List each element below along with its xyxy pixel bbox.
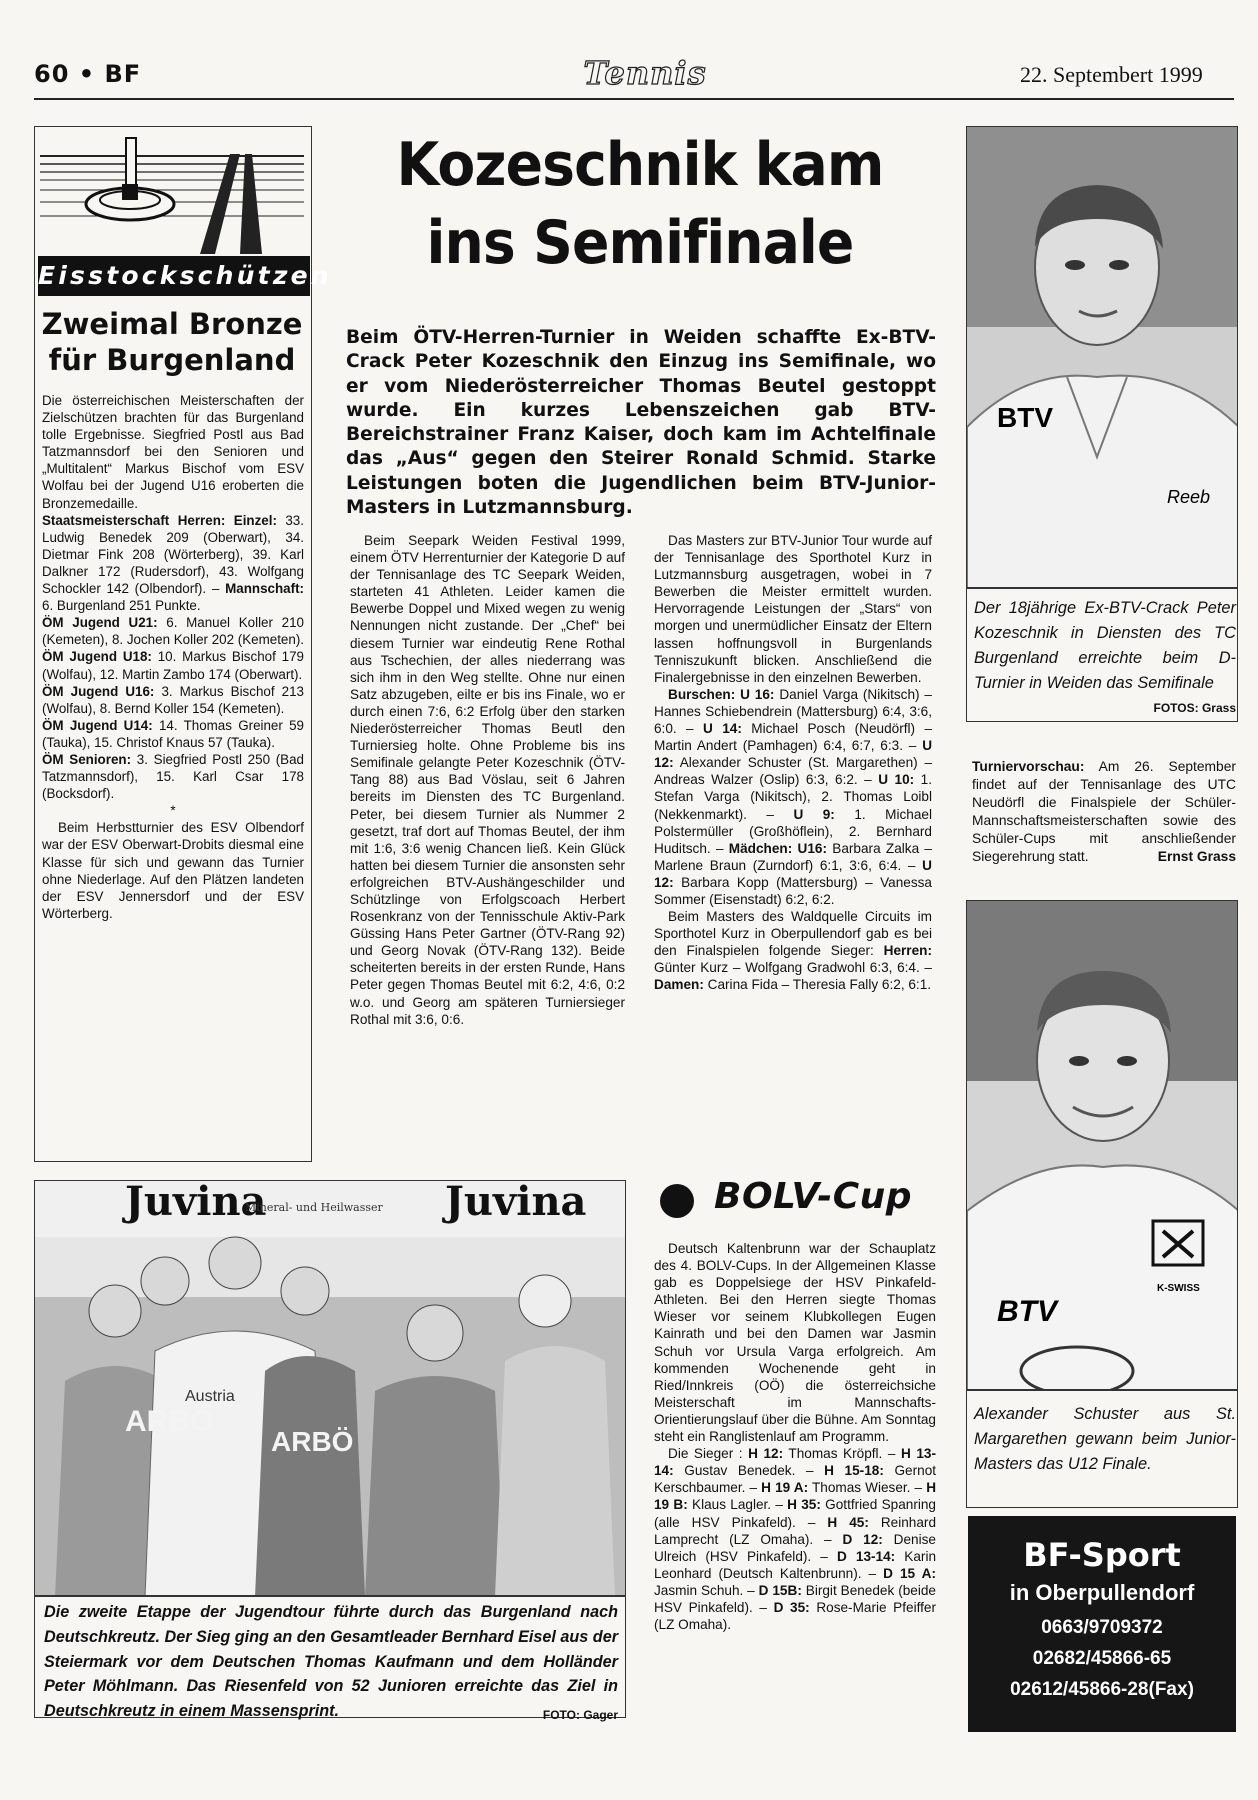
bolv-body: Deutsch Kaltenbrunn war der Schauplatz des 4. BOLV-Cups. In der Allgemeinen Klasse gab es Doppelsiege der HSV Pinkafeld-Athleten. Bei den Herren siegte Thomas Wieser vor seinem Klubkollegen Eugen Kainrath und bei den Damen war Jasmin Schuh vor Ursula Varga erfolgreich. Am kommenden Wochenende geht in Ried/Innkreis (OÖ) die österreichsiche Meisterschaft im Mannschafts-Orientierungslauf über die Bühne. Am Sonntag steht ein Ranglistenlauf am Programm. Die Sieger : H 12: Thomas Kröpfl. – H 13-14: Gustav Benedek. – H 15-18: Gernot Kerschbaumer. – H 19 A: Thomas Wieser. – H 19 B: Klaus Lagler. – H 35: Gottfried Spanring (alle HSV Pinkafeld). – H 45: Reinhard Lamprecht (LZ Omaha). – D 12: Denise Ulreich (HSV Pinkafeld). – D 13-14: Karin Leonhard (Deutsch Kaltenbrunn). – D 15 A: Jasmin Schuh. – D 15B: Birgit Benedek (beide HSV Pinkafeld). – D 35: Rose-Marie Pfeiffer (LZ Omaha). (654, 1241, 937, 1633)
sidebar-outro: Beim Herbstturnier des ESV Olbendorf war der ESV Oberwart-Drobits diesmal eine Klasse für sich und gewann das Turnier ohne Niederlage. Auf den Plätzen landeten der ESV Jennersdorf und der ESV Wörterberg. (42, 820, 304, 921)
section-title: Tennis (583, 54, 707, 92)
svg-text:K-SWISS: K-SWISS (1157, 1283, 1200, 1294)
svg-text:Reeb: Reeb (1167, 487, 1211, 507)
svg-text:Austria: Austria (185, 1388, 235, 1405)
svg-text:Juvina: Juvina (125, 1181, 267, 1225)
article-column-2: Das Masters zur BTV-Junior Tour wurde auf der Tennisanlage des Sporthotel Kurz in Lutzmannsburg ausgetragen, wobei in 7 Bewerben die Meister ermittelt wurden. Hervorragende Leistungen der „Stars“ von morgen und unermüdlicher Einsatz der Eltern lassen hoffnungsvoll in Burgenlands Tenniszukunft blicken. Anschließend die Finalergebnisse in den einzelnen Bewerben. Burschen: U 16: Daniel Varga (Nikitsch) – Hannes Schiebendrein (Mattersburg) 6:4, 3:6, 6:0. – U 14: Michael Posch (Neudörfl) – Martin Andert (Pamhagen) 6:4, 6:7, 6:3. – U 12: Alexander Schuster (St. Margarethen) – Andreas Walzer (Oslip) 6:3, 6:2. – U 10: 1. Stefan Varga (Nikitsch), 2. Thomas Loibl (Nekkenmarkt). – U 9: 1. Michael Polstermüller (Großhöflein), 2. Bernhard Huditsch. – Mädchen: U16: Barbara Zalka – Marlene Braun (Zurndorf) 6:1, 3:6, 6:4. – U 12: Barbara Kopp (Mattersburg) – Vanessa Sommer (Eisenstadt) 6:2, 6:2. Beim Masters des Waldquelle Circuits im Sporthotel Kurz in Oberpullendorf gab es bei den Finalspielen folgende Sieger: Herren: Günter Kurz – Wolfgang Gradwohl 6:3, 6:4. – Damen: Carina Fida – Theresia Fally 6:2, 6:1. (654, 533, 933, 993)
sidebar-results: Staatsmeisterschaft Herren: Einzel: 33. Ludwig Benedek 209 (Oberwart), 34. Dietmar Fink 208 (Wörterberg), 39. Karl Dalkner 172 (Rudersdorf), 43. Wolfgang Schockler 142 (Olbendorf). – Mannschaft: 6. Burgenland 251 Punkte. ÖM Jugend U21: 6. Manuel Koller 210 (Kemeten), 8. Jochen Koller 202 (Kemeten). ÖM Jugend U18: 10. Markus Bischof 179 (Wolfau), 12. Martin Zambo 174 (Oberwart). ÖM Jugend U16: 3. Markus Bischof 213 (Wolfau), 8. Bernd Koller 154 (Kemeten). ÖM Jugend U14: 14. Thomas Greiner 59 (Tauka), 15. Christof Knaus 57 (Tauka). ÖM Senioren: 3. Siegfried Postl 250 (Bad Tatzmannsdorf), 15. Karl Csar 178 (Bocksdorf). (42, 512, 305, 802)
sidebar-kicker: Eisstockschützen (38, 256, 310, 296)
photo-kozeschnik (966, 126, 1238, 588)
article-headline: Kozeschnik kam ins Semifinale (396, 130, 884, 278)
tournament-preview: Turniervorschau: Am 26. September findet auf der Tennisanlage des UTC Neudörfl die Finalspiele der Schüler-Mannschaftsmeisterschaften sowie des Schüler-Cups mit anschließender Siegerehrung statt. Ernst Grass (972, 759, 1236, 864)
caption-kozeschnik: Der 18jährige Ex-BTV-Crack Peter Kozeschnik in Diensten des TC Burgenland erreichte beim D-Turnier in Weiden das Semifinale FOTOS: Grass (974, 596, 1236, 721)
sidebar-separator: * (170, 803, 176, 819)
photo-jugendtour-podium (34, 1180, 626, 1596)
svg-text:BTV: BTV (997, 402, 1053, 433)
waldquelle-results: Beim Masters des Waldquelle Circuits im Sporthotel Kurz in Oberpullendorf gab es bei den Finalspielen folgende Sieger: Herren: Günter Kurz – Wolfgang Gradwohl 6:3, 6:4. – Damen: Carina Fida – Theresia Fally 6:2, 6:1. (654, 909, 932, 993)
article-column-1: Beim Seepark Weiden Festival 1999, einem ÖTV Herrenturnier der Kategorie D auf der Tennisanlage des TC Seepark Weiden, starteten 41 Athleten. Leider kamen die Bewerbe Doppel und Mixed wegen zu wenig Nennungen nicht zustande. Der „Chef“ bei diesem Turnier war eindeutig Rene Rothal aus Tschechien, der alles niederrang was sich ihm in den Weg stellte. Ohne nur einen Satz abzugeben, eilte er bis ins Finale, wo er durch einen 7:6, 6:2 Erfolg über den starken Niederösterreicher Thomas Beutl den Turniersieg holte. Ohne Probleme bis ins Semifinale gelangte Peter Kozeschnik (ÖTV-Tang 88) aus Bad Vöslau, seit 6 Jahren bereits im Diensten des TC Burgenland. Peter, bei diesem Turnier als Nummer 2 gesetzt, traf dort auf Thomas Beutel, der ihm mit 1:6, 3:6 wenig Chancen ließ. Kein Glück hatten bei diesem Turnier die ansonsten sehr erfolgreichen BTV-Aushängeschilder und Schützlinge von Erfolgscoach Herbert Rosenkranz von der Tennisschule Aktiv-Park Güssing Hans Peter Gartner (ÖTV-Rang 92) und Georg Novak (ÖTV-Rang 132). Beide scheiterten bereits in der ersten Runde, Hans Peter gegen Thomas Beutel mit 6:2, 4:6, 0:2 w.o. und Georg am späteren Turniersieger Rothal mit 3:6, 0:6. (350, 533, 625, 1027)
svg-text:ARBÖ: ARBÖ (125, 1405, 214, 1438)
photo-schuster (966, 900, 1238, 1390)
curling-stock-icon (40, 134, 304, 254)
header-rule (34, 98, 1234, 100)
issue-date: 22. Septembert 1999 (1020, 62, 1203, 87)
sidebar-headline: Zweimal Bronze für Burgenland (41, 307, 303, 377)
caption-jugendtour: Die zweite Etappe der Jugendtour führte durch das Burgenland nach Deutschkreutz. Der Sieg ging an den Gesamtleader Bernhard Eisel aus der Steiermark vor dem Deutschen Thomas Kaufmann und dem Holländer Peter Möhlmann. Das Riesenfeld von 52 Junioren erreichte das Ziel in Deutschkreutz in einem Massensprint. FOTO: Gager (44, 1600, 618, 1728)
photo-credit-3: FOTO: Gager (542, 1708, 618, 1723)
svg-text:ARBÖ: ARBÖ (271, 1426, 354, 1457)
article-lead: Beim ÖTV-Herren-Turnier in Weiden schaffte Ex-BTV-Crack Peter Kozeschnik den Einzug ins Semifinale, wo er vom Niederösterreicher Thomas Beutel gestoppt wurde. Ein kurzes Lebenszeichen gab BTV-Bereichstrainer Franz Kaiser, doch kam im Achtelfinale das „Aus“ gegen den Steirer Ronald Schmid. Starke Leistungen boten die Jugendlichen beim BTV-Junior-Masters in Lutzmannsburg. (346, 327, 936, 519)
sidebar-intro: Die österreichischen Meisterschaften der Zielschützen brachten für das Burgenland tolle Ergebnisse. Siegfried Postl aus Bad Tatzmannsdorf bei den Senioren und „Multitalent“ Markus Bischof vom ESV Wolfau bei der Jugend U16 eroberten die Bronzemedaille. (42, 393, 304, 511)
page-number: 60 • BF (34, 60, 142, 88)
junior-results: Burschen: U 16: Daniel Varga (Nikitsch) – Hannes Schiebendrein (Mattersburg) 6:4, 3:6, 6:0. – U 14: Michael Posch (Neudörfl) – Martin Andert (Pamhagen) 6:4, 6:7, 6:3. – U 12: Alexander Schuster (St. Margarethen) – Andreas Walzer (Oslip) 6:3, 6:2. – U 10: 1. Stefan Varga (Nikitsch), 2. Thomas Loibl (Nekkenmarkt). – U 9: 1. Michael Polstermüller (Großhöflein), 2. Bernhard Huditsch. – Mädchen: U16: Barbara Zalka – Marlene Braun (Zurndorf) 6:1, 3:6, 6:4. – U 12: Barbara Kopp (Mattersburg) – Vanessa Sommer (Eisenstadt) 6:2, 6:2. (654, 686, 933, 907)
ad-phone-fax: 02612/45866-28(Fax) (1010, 1679, 1194, 1700)
svg-text:BTV: BTV (997, 1295, 1057, 1328)
ad-phone-1: 0663/9709372 (1041, 1617, 1163, 1638)
bolv-winners: Die Sieger : H 12: Thomas Kröpfl. – H 13-14: Gustav Benedek. – H 15-18: Gernot Kerschbaumer. – H 19 A: Thomas Wieser. – H 19 B: Klaus Lagler. – H 35: Gottfried Spanring (alle HSV Pinkafeld). – H 45: Reinhard Lamprecht (LZ Omaha). – D 12: Denise Ulreich (HSV Pinkafeld). – D 13-14: Karin Leonhard (Deutsch Kaltenbrunn). – D 15 A: Jasmin Schuh. – D 15B: Birgit Benedek (beide HSV Pinkafeld). – D 35: Rose-Marie Pfeiffer (LZ Omaha). (654, 1446, 937, 1633)
advertisement-bf-sport: BF-Sport in Oberpullendorf 0663/9709372 02682/45866-65 02612/45866-28(Fax) (968, 1516, 1236, 1732)
player-portrait-icon (967, 127, 1238, 588)
sidebar-body (42, 392, 304, 922)
player-portrait-icon (967, 901, 1238, 1390)
ad-phone-2: 02682/45866-65 (1032, 1648, 1172, 1669)
photo-credit-1: FOTOS: Grass (1153, 701, 1236, 715)
caption-schuster: Alexander Schuster aus St. Margarethen gewann beim Junior-Masters das U12 Finale. (974, 1405, 1236, 1473)
bolv-headline: BOLV-Cup (714, 1176, 913, 1217)
podium-photo-icon (35, 1181, 626, 1596)
svg-text:Mineral- und Heilwasser: Mineral- und Heilwasser (245, 1201, 383, 1214)
svg-text:Juvina: Juvina (445, 1181, 587, 1225)
bullet-icon (660, 1184, 694, 1218)
